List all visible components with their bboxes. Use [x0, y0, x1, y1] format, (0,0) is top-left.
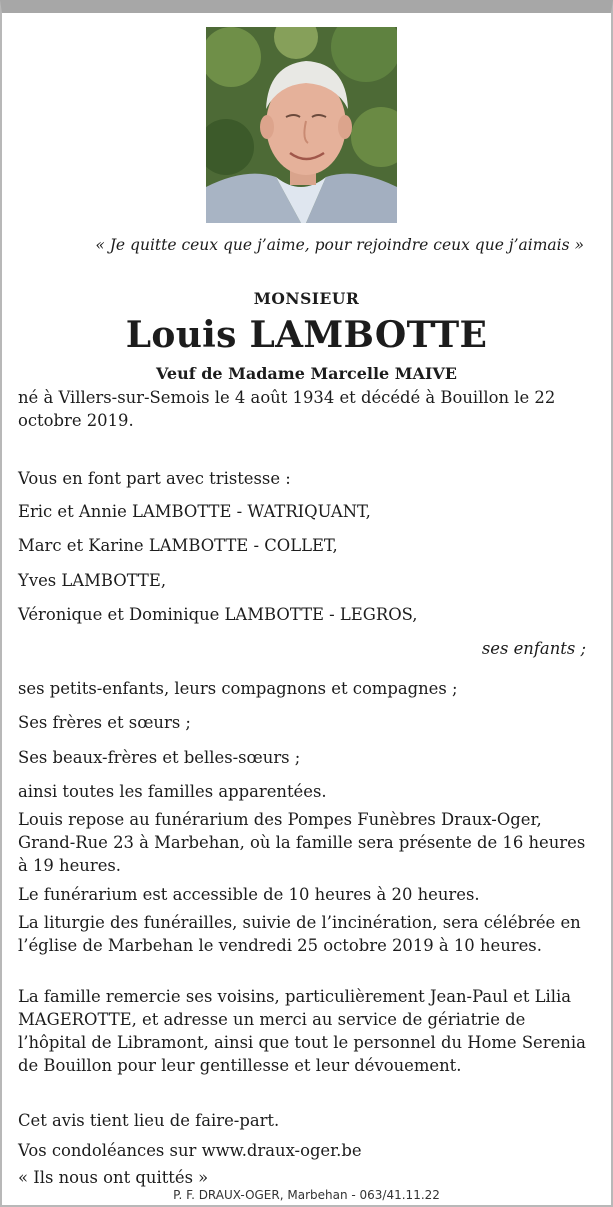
funeral-home-footer: P. F. DRAUX-OGER, Marbehan - 063/41.11.22: [173, 1188, 440, 1202]
birth-death-text: né à Villers-sur-Semois le 4 août 1934 et décédé à Bouillon le 22 octobre 2019.: [18, 388, 556, 430]
child-line: Marc et Karine LAMBOTTE - COLLET,: [18, 536, 338, 555]
children-label: ses enfants ;: [481, 639, 586, 658]
portrait-photo: [206, 27, 397, 223]
faire-part-text: Cet avis tient lieu de faire-part.: [18, 1111, 280, 1130]
memorial-quote: « Je quitte ceux que j’aime, pour rejoindre ceux que j’aimais »: [95, 236, 584, 254]
child-line: Véronique et Dominique LAMBOTTE - LEGROS,: [18, 605, 418, 624]
thanks-text: La famille remercie ses voisins, particulièrement Jean-Paul et Lilia MAGEROTTE, et adresse un merci au service de gériatrie de l’hôpital de Libramont, ainsi que tout le personnel du Home Serenia de Bouillon pour leur gentillesse et leur dévouement.: [18, 987, 586, 1075]
honorific-title: MONSIEUR: [253, 289, 360, 308]
condolences-text: Vos condoléances sur www.draux-oger.be: [18, 1141, 362, 1160]
visitation-text: Louis repose au funérarium des Pompes Funèbres Draux-Oger, Grand-Rue 23 à Marbehan, où la famille sera présente de 16 heures à 19 heures.: [18, 810, 586, 875]
family-line: Ses frères et sœurs ;: [18, 713, 191, 732]
child-line: Eric et Annie LAMBOTTE - WATRIQUANT,: [18, 502, 371, 521]
portrait-image: [206, 27, 397, 223]
funerarium-hours-text: Le funérarium est accessible de 10 heures à 20 heures.: [18, 885, 480, 904]
family-line: Ses beaux-frères et belles-sœurs ;: [18, 748, 301, 767]
family-line: ainsi toutes les familles apparentées.: [18, 782, 327, 801]
widow-of-line: Veuf de Madame Marcelle MAIVE: [155, 364, 457, 383]
announcement-text: Vous en font part avec tristesse :: [18, 469, 291, 488]
child-line: Yves LAMBOTTE,: [18, 571, 167, 590]
deceased-name: Louis LAMBOTTE: [125, 314, 488, 356]
family-line: ses petits-enfants, leurs compagnons et compagnes ;: [18, 679, 458, 698]
closing-text: « Ils nous ont quittés »: [18, 1168, 209, 1187]
liturgy-text: La liturgie des funérailles, suivie de l’incinération, sera célébrée en l’église de Marbehan le vendredi 25 octobre 2019 à 10 heures.: [18, 913, 581, 955]
